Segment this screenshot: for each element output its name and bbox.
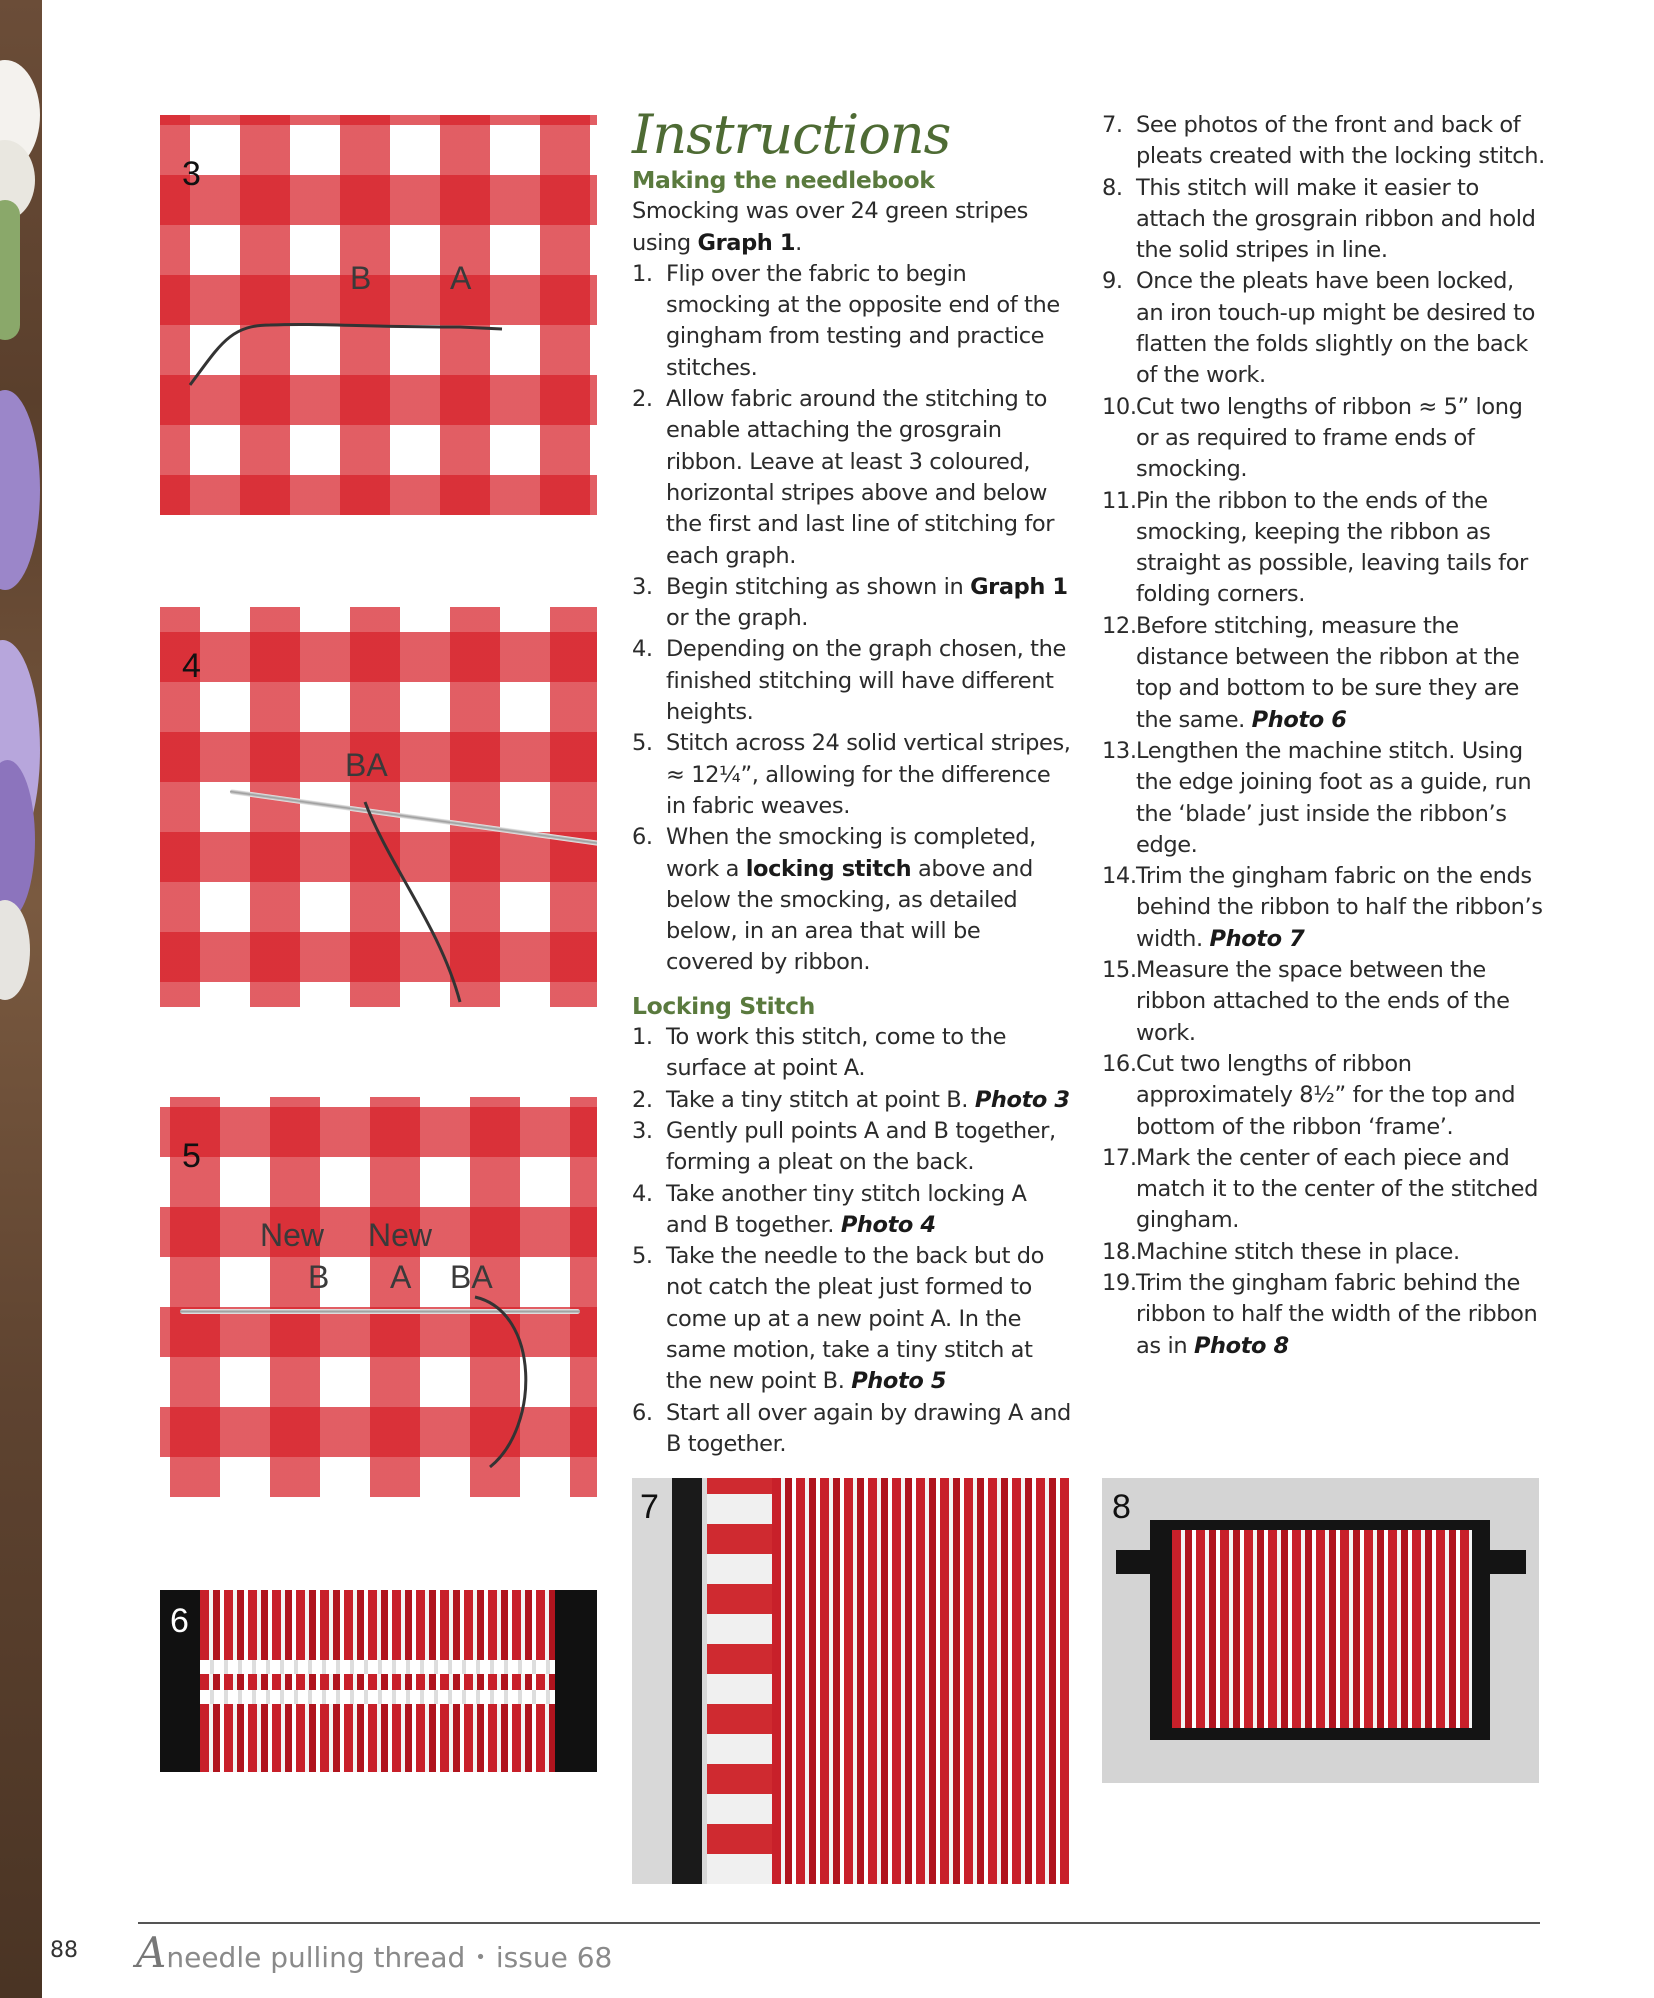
list-item: 4. Take another tiny stitch locking A and B together. Photo 4 <box>632 1180 1027 1238</box>
list-item: 3. Begin stitching as shown in Graph 1 or the graph. <box>632 573 1068 632</box>
photo-8-finished-frame <box>1102 1478 1539 1783</box>
list-item: 2. Allow fabric around the stitching to enable attaching the grosgrain ribbon. Leave at least 3 coloured, horizontal stripes above and below the first and last line of stitching for each graph. <box>632 386 1055 569</box>
list-item: 6. Start all over again by drawing A and B together. <box>632 1399 1071 1457</box>
intro-paragraph: Smocking was over 24 green stripes using Graph 1. <box>632 198 1028 256</box>
list-item: 17. Mark the center of each piece and match it to the center of the stitched gingham. <box>1102 1144 1538 1234</box>
footer-divider <box>138 1922 1540 1924</box>
new-label: New <box>368 1217 433 1253</box>
photo-number: 7 <box>640 1488 659 1526</box>
photo-number: 8 <box>1112 1488 1131 1526</box>
point-a-label: A <box>450 260 472 296</box>
point-ba-label: BA <box>450 1259 493 1295</box>
photo-7-back-of-pleats <box>632 1478 1069 1884</box>
magazine-footer <box>136 1928 612 1977</box>
photo-4-locked-pleat <box>160 607 597 1007</box>
list-item: 7. See photos of the front and back of pleats created with the locking stitch. <box>1102 112 1545 170</box>
list-item: 4. Depending on the graph chosen, the finished stitching will have different heights. <box>632 636 1066 726</box>
list-item: 14. Trim the gingham fabric on the ends behind the ribbon to half the ribbon’s width. Photo 7 <box>1102 863 1543 952</box>
needlebook-steps-continued <box>1102 110 1547 1362</box>
continued-steps-column <box>1102 110 1547 1362</box>
point-b-label: B <box>308 1259 330 1295</box>
point-a-label: A <box>390 1259 412 1295</box>
needlebook-steps <box>632 259 1072 979</box>
flower-edge-decoration <box>0 0 42 1998</box>
issue-label: issue 68 <box>495 1941 613 1974</box>
list-item: 16. Cut two lengths of ribbon approximately 8½” for the top and bottom of the ribbon ‘frame’. <box>1102 1050 1516 1140</box>
photo-5-new-points <box>160 1097 597 1497</box>
instructions-title: Instructions <box>632 103 951 166</box>
list-item: 10. Cut two lengths of ribbon ≈ 5” long or as required to frame ends of smocking. <box>1102 393 1523 483</box>
list-item: 13. Lengthen the machine stitch. Using the edge joining foot as a guide, run the ‘blade’ just inside the ribbon’s edge. <box>1102 737 1532 858</box>
list-item: 18. Machine stitch these in place. <box>1102 1238 1460 1265</box>
separator: • <box>475 1947 486 1968</box>
new-label: New <box>260 1217 325 1253</box>
making-needlebook-heading: Making the needlebook <box>632 166 935 194</box>
photo-number: 6 <box>170 1602 189 1640</box>
photo-6-smocked-strip <box>160 1590 597 1772</box>
list-item: 15. Measure the space between the ribbon attached to the ends of the work. <box>1102 957 1510 1046</box>
page-number: 88 <box>50 1938 78 1963</box>
list-item: 5. Take the needle to the back but do not catch the pleat just formed to come up at a new point A. In the same motion, take a tiny stitch at the new point B. Photo 5 <box>632 1243 1044 1395</box>
list-item: 6. When the smocking is completed, work a locking stitch above and below the smocking, as detailed below, in an area that will be covered by ribbon. <box>632 824 1036 976</box>
point-ba-label: BA <box>345 747 388 783</box>
photo-number: 5 <box>182 1137 201 1175</box>
photo-number: 3 <box>182 155 201 193</box>
list-item: 11. Pin the ribbon to the ends of the smocking, keeping the ribbon as straight as possible, leaving tails for folding corners. <box>1102 487 1528 608</box>
list-item: 5. Stitch across 24 solid vertical stripes, ≈ 12¼”, allowing for the difference in fabric weaves. <box>632 730 1071 819</box>
instructions-column <box>632 105 1072 1460</box>
magazine-initial: A <box>136 1928 167 1977</box>
magazine-name: needle pulling thread <box>166 1941 466 1974</box>
list-item: 3. Gently pull points A and B together, forming a pleat on the back. <box>632 1117 1056 1176</box>
photo-3-locking-stitch <box>160 115 597 515</box>
list-item: 1. Flip over the fabric to begin smocking at the opposite end of the gingham from testing and practice stitches. <box>632 260 1060 381</box>
list-item: 2. Take a tiny stitch at point B. Photo 3 <box>632 1086 1070 1113</box>
list-item: 19. Trim the gingham fabric behind the ribbon to half the width of the ribbon as in Photo 8 <box>1102 1269 1538 1359</box>
list-item: 8. This stitch will make it easier to attach the grosgrain ribbon and hold the solid stripes in line. <box>1102 174 1536 264</box>
list-item: 12. Before stitching, measure the distance between the ribbon at the top and bottom to be sure they are the same. Photo 6 <box>1102 612 1520 733</box>
list-item: 9. Once the pleats have been locked, an iron touch-up might be desired to flatten the folds slightly on the back of the work. <box>1102 268 1535 389</box>
list-item: 1. To work this stitch, come to the surface at point A. <box>632 1024 1007 1082</box>
locking-stitch-steps <box>632 1022 1072 1460</box>
locking-stitch-heading: Locking Stitch <box>632 991 815 1020</box>
photo-number: 4 <box>182 647 201 685</box>
point-b-label: B <box>350 260 372 296</box>
